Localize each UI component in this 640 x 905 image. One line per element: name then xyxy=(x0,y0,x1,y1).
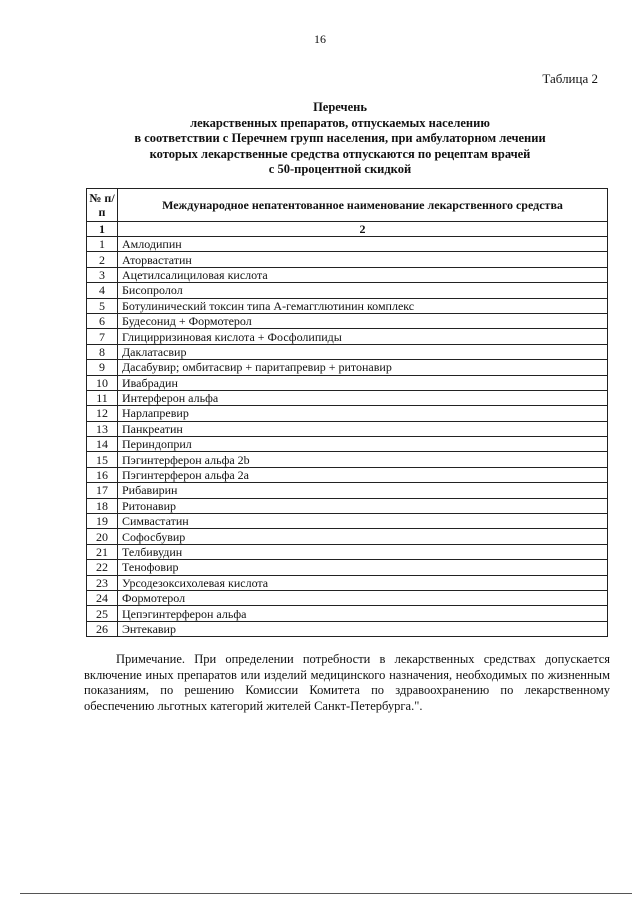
column-index-row xyxy=(87,222,608,237)
row-number: 25 xyxy=(87,606,118,621)
row-drug-name: Амлодипин xyxy=(118,237,608,252)
header-number: № п/п xyxy=(87,189,118,222)
row-drug-name: Цепэгинтерферон альфа xyxy=(118,606,608,621)
row-drug-name: Ботулинический токсин типа А-гемагглютинин комплекс xyxy=(118,298,608,313)
row-number: 3 xyxy=(87,267,118,282)
row-drug-name: Нарлапревир xyxy=(118,406,608,421)
table-row xyxy=(87,483,608,498)
table-row xyxy=(87,313,608,328)
table-row xyxy=(87,621,608,636)
row-drug-name: Тенофовир xyxy=(118,560,608,575)
table-row xyxy=(87,590,608,605)
table-row xyxy=(87,406,608,421)
title-line: лекарственных препаратов, отпускаемых населению xyxy=(190,115,490,130)
table-row xyxy=(87,544,608,559)
table-row xyxy=(87,390,608,405)
row-drug-name: Дасабувир; омбитасвир + паритапревир + ритонавир xyxy=(118,360,608,375)
table-row xyxy=(87,252,608,267)
column-index-1: 1 xyxy=(87,222,118,237)
table-row xyxy=(87,237,608,252)
table-row xyxy=(87,421,608,436)
row-number: 9 xyxy=(87,360,118,375)
table-row xyxy=(87,560,608,575)
row-number: 7 xyxy=(87,329,118,344)
title-line: Перечень xyxy=(313,100,367,114)
table-row xyxy=(87,498,608,513)
row-number: 4 xyxy=(87,283,118,298)
row-drug-name: Формотерол xyxy=(118,590,608,605)
table-body xyxy=(87,237,608,637)
row-drug-name: Будесонид + Формотерол xyxy=(118,313,608,328)
row-drug-name: Ритонавир xyxy=(118,498,608,513)
row-drug-name: Телбивудин xyxy=(118,544,608,559)
row-number: 15 xyxy=(87,452,118,467)
row-drug-name: Даклатасвир xyxy=(118,344,608,359)
column-index-2: 2 xyxy=(118,222,608,237)
table-row xyxy=(87,360,608,375)
row-number: 16 xyxy=(87,467,118,482)
row-number: 11 xyxy=(87,390,118,405)
header-drug-name: Международное непатентованное наименование лекарственного средства xyxy=(118,189,608,222)
row-number: 8 xyxy=(87,344,118,359)
table-row xyxy=(87,452,608,467)
table-row xyxy=(87,529,608,544)
row-number: 10 xyxy=(87,375,118,390)
row-drug-name: Ацетилсалициловая кислота xyxy=(118,267,608,282)
row-drug-name: Глицирризиновая кислота + Фосфолипиды xyxy=(118,329,608,344)
row-drug-name: Ивабрадин xyxy=(118,375,608,390)
row-drug-name: Рибавирин xyxy=(118,483,608,498)
title-line: с 50-процентной скидкой xyxy=(268,162,412,176)
row-drug-name: Пэгинтерферон альфа 2b xyxy=(118,452,608,467)
row-number: 1 xyxy=(87,237,118,252)
document-title xyxy=(70,100,610,178)
table-row xyxy=(87,375,608,390)
bottom-rule xyxy=(20,893,632,894)
table-row xyxy=(87,329,608,344)
table-row xyxy=(87,344,608,359)
row-drug-name: Панкреатин xyxy=(118,421,608,436)
row-drug-name: Пэгинтерферон альфа 2a xyxy=(118,467,608,482)
row-number: 6 xyxy=(87,313,118,328)
page-number: 16 xyxy=(314,32,326,46)
title-line: которых лекарственные средства отпускаются по рецептам врачей xyxy=(149,146,531,161)
drug-list-table xyxy=(86,188,608,637)
table-label: Таблица 2 xyxy=(542,71,598,86)
title-line: в соответствии с Перечнем групп населения, при амбулаторном лечении xyxy=(134,131,546,145)
row-number: 23 xyxy=(87,575,118,590)
row-drug-name: Софосбувир xyxy=(118,529,608,544)
row-drug-name: Энтекавир xyxy=(118,621,608,636)
row-number: 12 xyxy=(87,406,118,421)
row-number: 22 xyxy=(87,560,118,575)
table-row xyxy=(87,467,608,482)
table-row xyxy=(87,514,608,529)
row-number: 2 xyxy=(87,252,118,267)
row-number: 5 xyxy=(87,298,118,313)
row-number: 20 xyxy=(87,529,118,544)
row-number: 26 xyxy=(87,621,118,636)
row-drug-name: Симвастатин xyxy=(118,514,608,529)
table-header-row xyxy=(87,189,608,222)
row-drug-name: Урсодезоксихолевая кислота xyxy=(118,575,608,590)
row-number: 21 xyxy=(87,544,118,559)
row-number: 17 xyxy=(87,483,118,498)
row-drug-name: Интерферон альфа xyxy=(118,390,608,405)
note-paragraph: Примечание. При определении потребности в лекарственных средствах допускается включение иных препаратов или изделий медицинского назначения, необходимых по жизненным показаниям, по решению Комиссии Комитета по здравоохранению по лекарственному обеспечению льготных категорий жителей Санкт-Петербурга.". xyxy=(84,652,610,713)
row-number: 14 xyxy=(87,437,118,452)
row-number: 18 xyxy=(87,498,118,513)
row-drug-name: Периндоприл xyxy=(118,437,608,452)
table-row xyxy=(87,437,608,452)
row-drug-name: Аторвастатин xyxy=(118,252,608,267)
table-row xyxy=(87,283,608,298)
table-row xyxy=(87,606,608,621)
row-number: 24 xyxy=(87,590,118,605)
row-number: 13 xyxy=(87,421,118,436)
table-row xyxy=(87,575,608,590)
row-drug-name: Бисопролол xyxy=(118,283,608,298)
table-row xyxy=(87,267,608,282)
table-row xyxy=(87,298,608,313)
row-number: 19 xyxy=(87,514,118,529)
